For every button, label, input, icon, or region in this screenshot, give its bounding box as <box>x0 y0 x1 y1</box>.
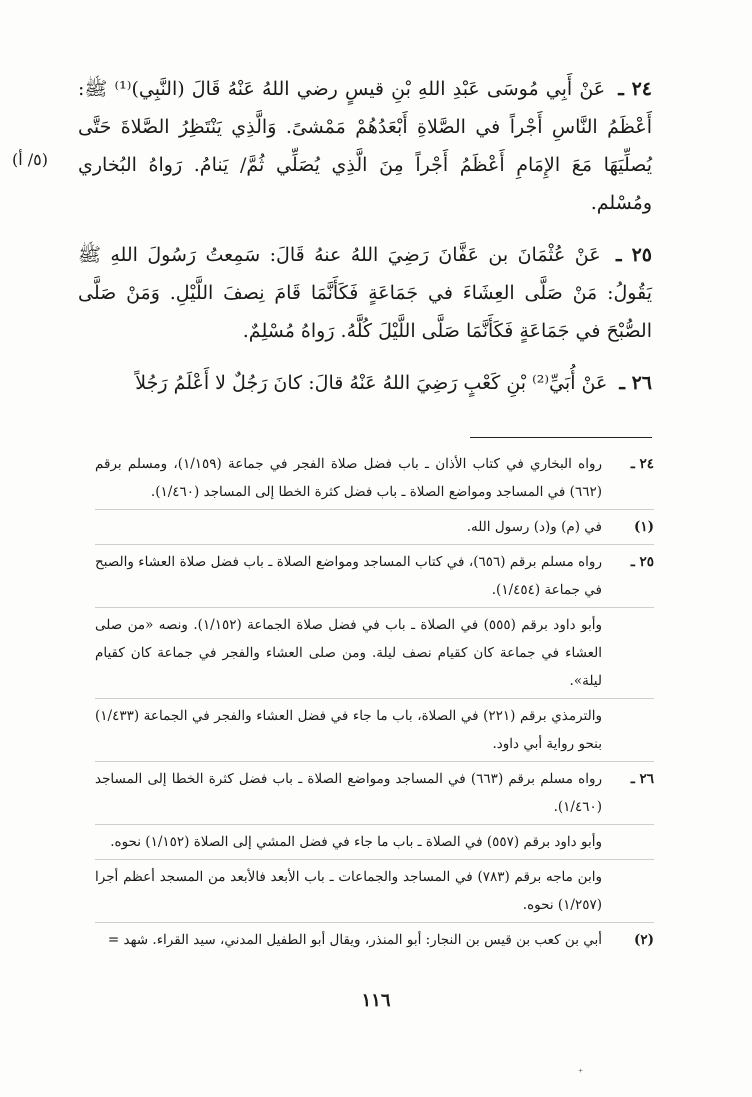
footnote-text: رواه مسلم برقم (٦٦٣) في المساجد ومواضع الصلاة ـ باب فضل كثرة الخطا إلى المساجد (١/٤٦٠). <box>95 771 602 815</box>
divider <box>95 761 654 762</box>
footnote <box>95 765 654 821</box>
footnote-text: أبي بن كعب بن قيس بن النجار: أبو المنذر، ويقال أبو الطفيل المدني، سيد القراء. شهد = <box>107 932 602 948</box>
footnote <box>95 450 654 506</box>
main-text <box>78 70 652 416</box>
footnote-subentry: وابن ماجه برقم (٧٨٣) في المساجد والجماعات ـ باب الأبعد فالأبعد من المسجد أعظم أجرا (١/٢٥٧) نحوه. <box>95 869 602 913</box>
footnotes <box>95 450 654 954</box>
footnote-text: رواه مسلم برقم (٦٥٦)، في كتاب المساجد ومواضع الصلاة ـ باب فضل صلاة العشاء والصبح في جماعة (١/٤٥٤). <box>95 554 602 598</box>
hadith-text: عَنْ عُثْمَانَ بن عَفَّانَ رَضِيَ اللهُ عنهُ قَالَ: سَمِعتُ رَسُولَ اللهِ ﷺ يَقُولُ: مَنْ صَلَّى العِشَاءَ في جَمَاعَةٍ فَكَأَنَّمَا قَامَ نِصفَ اللَّيْلِ. وَمَنْ صَلَّى الصُّبْحَ في جَمَاعَةٍ فَكَأَنَّمَا صَلَّى اللَّيْلَ كُلَّهُ. رَواهُ مُسْلِمٌ. <box>78 244 652 342</box>
divider <box>95 859 654 860</box>
hadith-text: عَنْ أُبَيِّ⁽²⁾ بْنِ كَعْبٍ رَضِيَ اللهُ عَنْهُ قالَ: كانَ رَجُلٌ لا أَعْلَمُ رَجُلاً <box>135 372 608 394</box>
divider <box>95 607 654 608</box>
footnote <box>95 926 654 954</box>
hadith-25 <box>78 236 652 350</box>
hadith-number: ٢٥ ـ <box>616 244 652 266</box>
footnote-number: ٢٥ ـ <box>630 554 654 570</box>
footnote-number: (١) <box>633 519 654 535</box>
footnote-text: رواه البخاري في كتاب الأذان ـ باب فضل صلاة الفجر في جماعة (١/١٥٩)، ومسلم برقم (٦٦٢) في المساجد ومواضع الصلاة ـ باب فضل كثرة الخطا إلى المساجد (١/٤٦٠). <box>95 456 602 500</box>
footnote-separator <box>470 437 652 438</box>
hadith-26 <box>78 364 652 402</box>
hadith-text: عَنْ أَبِي مُوسَى عَبْدِ اللهِ بْنِ قيسٍ رضي اللهُ عَنْهُ قَالَ (النَّبِي)⁽¹⁾ ﷺ: أَعْظَمُ النَّاسِ أَجْراً في الصَّلاةِ أَبْعَدُهُمْ مَمْشىً. وَالَّذِي يَنْتَظِرُ الصَّلاةَ حَتَّى يُصلِّيَهَا مَعَ الإِمَامِ أَعْظَمُ أَجْراً مِنَ الَّذِي يُصَلِّي ثُمَّ/ يَنامُ. رَواهُ البُخاري ومُسْلم. <box>78 78 652 214</box>
hadith-number: ٢٦ ـ <box>619 372 652 394</box>
footnote-number: (٢) <box>633 932 654 948</box>
hadith-24 <box>78 70 652 222</box>
page-number: ١١٦ <box>361 990 391 1011</box>
footnote-subentry: وأبو داود برقم (٥٥٧) في الصلاة ـ باب ما جاء في فضل المشي إلى الصلاة (١/١٥٢) نحوه. <box>110 834 602 850</box>
scan-mark: ⁺ <box>578 1068 584 1079</box>
footnote-subentry: وأبو داود برقم (٥٥٥) في الصلاة ـ باب في فضل صلاة الجماعة (١/١٥٢). ونصه «من صلى العشاء في جماعة كان كقيام نصف ليلة. ومن صلى العشاء والفجر في جماعة كان كقيام ليلة». <box>95 617 602 689</box>
hadith-number: ٢٤ ـ <box>618 78 652 100</box>
footnote-text: في (م) و(د) رسول الله. <box>466 519 602 535</box>
manuscript-folio-note: (٥/ أ) <box>12 150 49 169</box>
divider <box>95 922 654 923</box>
divider <box>95 698 654 699</box>
divider <box>95 509 654 510</box>
footnote-number: ٢٦ ـ <box>630 771 654 787</box>
divider <box>95 824 654 825</box>
footnote-number: ٢٤ ـ <box>630 456 654 472</box>
footnote-subentry: والترمذي برقم (٢٢١) في الصلاة، باب ما جاء في فضل العشاء والفجر في الجماعة (١/٤٣٣) بنحو رواية أبي داود. <box>95 708 602 752</box>
footnote <box>95 513 654 541</box>
footnote <box>95 548 654 604</box>
divider <box>95 544 654 545</box>
